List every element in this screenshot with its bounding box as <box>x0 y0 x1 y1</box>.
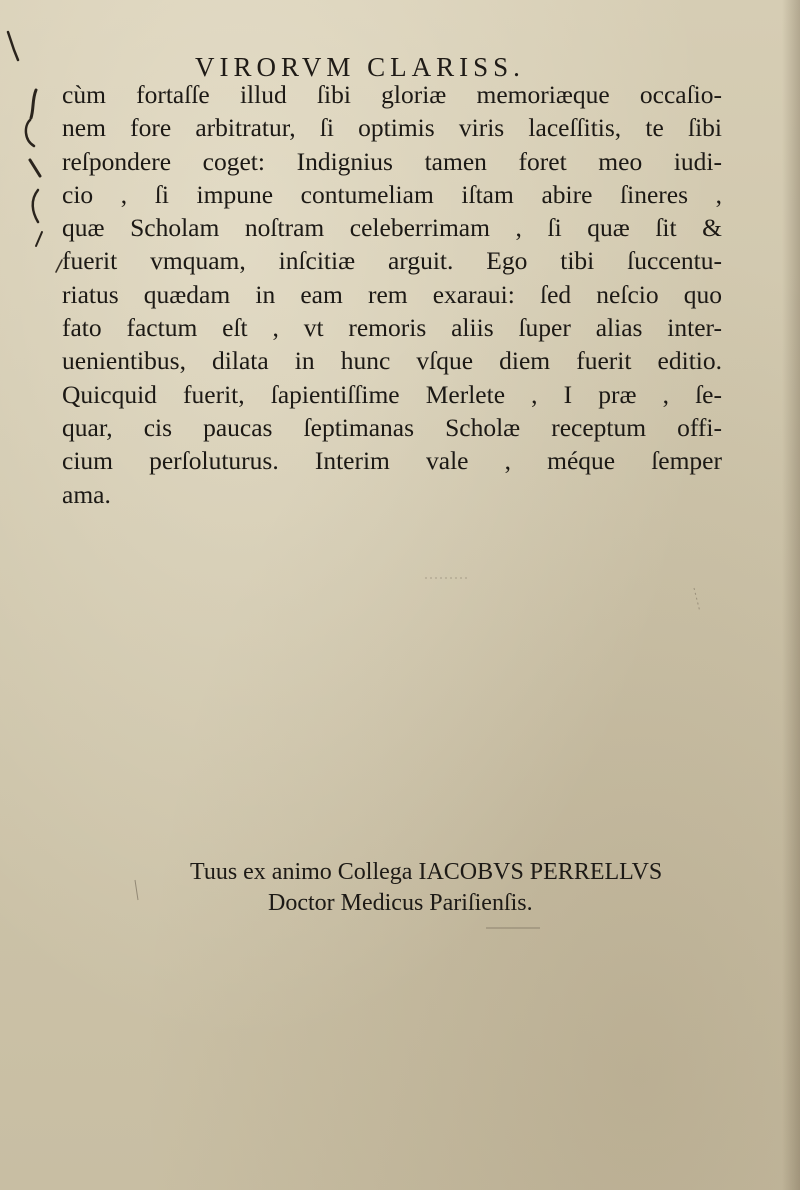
text-line: fato factum eſt , vt remoris aliis ſuper alias inter- <box>62 313 722 343</box>
text-line: cio , ſi impune contumeliam iſtam abire ſineres , <box>62 179 722 209</box>
text-line-last: ama. <box>62 479 111 509</box>
text-line: nem fore arbitratur, ſi optimis viris laceſſitis, te ſibi <box>62 113 722 143</box>
text-line: quæ Scholam noſtram celeberrimam , ſi quæ ſit & <box>62 213 722 243</box>
running-head: VIRORVM CLARISS. <box>195 52 525 82</box>
text-line: riatus quædam in eam rem exaraui: ſed neſcio quo <box>62 279 722 309</box>
signature-line-title: Doctor Medicus Pariſienſis. <box>268 890 533 916</box>
text-line: Quicquid fuerit, ſapientiſſime Merlete , I præ , ſe- <box>62 379 722 409</box>
text-line: fuerit vmquam, inſcitiæ arguit. Ego tibi ſuccentu- <box>62 246 722 276</box>
text-line: uenientibus, dilata in hunc vſque diem fuerit editio. <box>62 346 722 376</box>
text-line: quar, cis paucas ſeptimanas Scholæ receptum offi- <box>62 412 722 442</box>
text-line: cium perſoluturus. Interim vale , méque ſemper <box>62 446 722 476</box>
text-line: cùm fortaſſe illud ſibi gloriæ memoriæque occaſio- <box>62 80 722 109</box>
text-line: reſpondere coget: Indignius tamen foret meo iudi- <box>62 146 722 176</box>
signature-block <box>190 857 710 919</box>
signature-line-name: Tuus ex animo Collega IACOBVS PERRELLVS <box>190 859 663 885</box>
body-text <box>62 78 722 511</box>
